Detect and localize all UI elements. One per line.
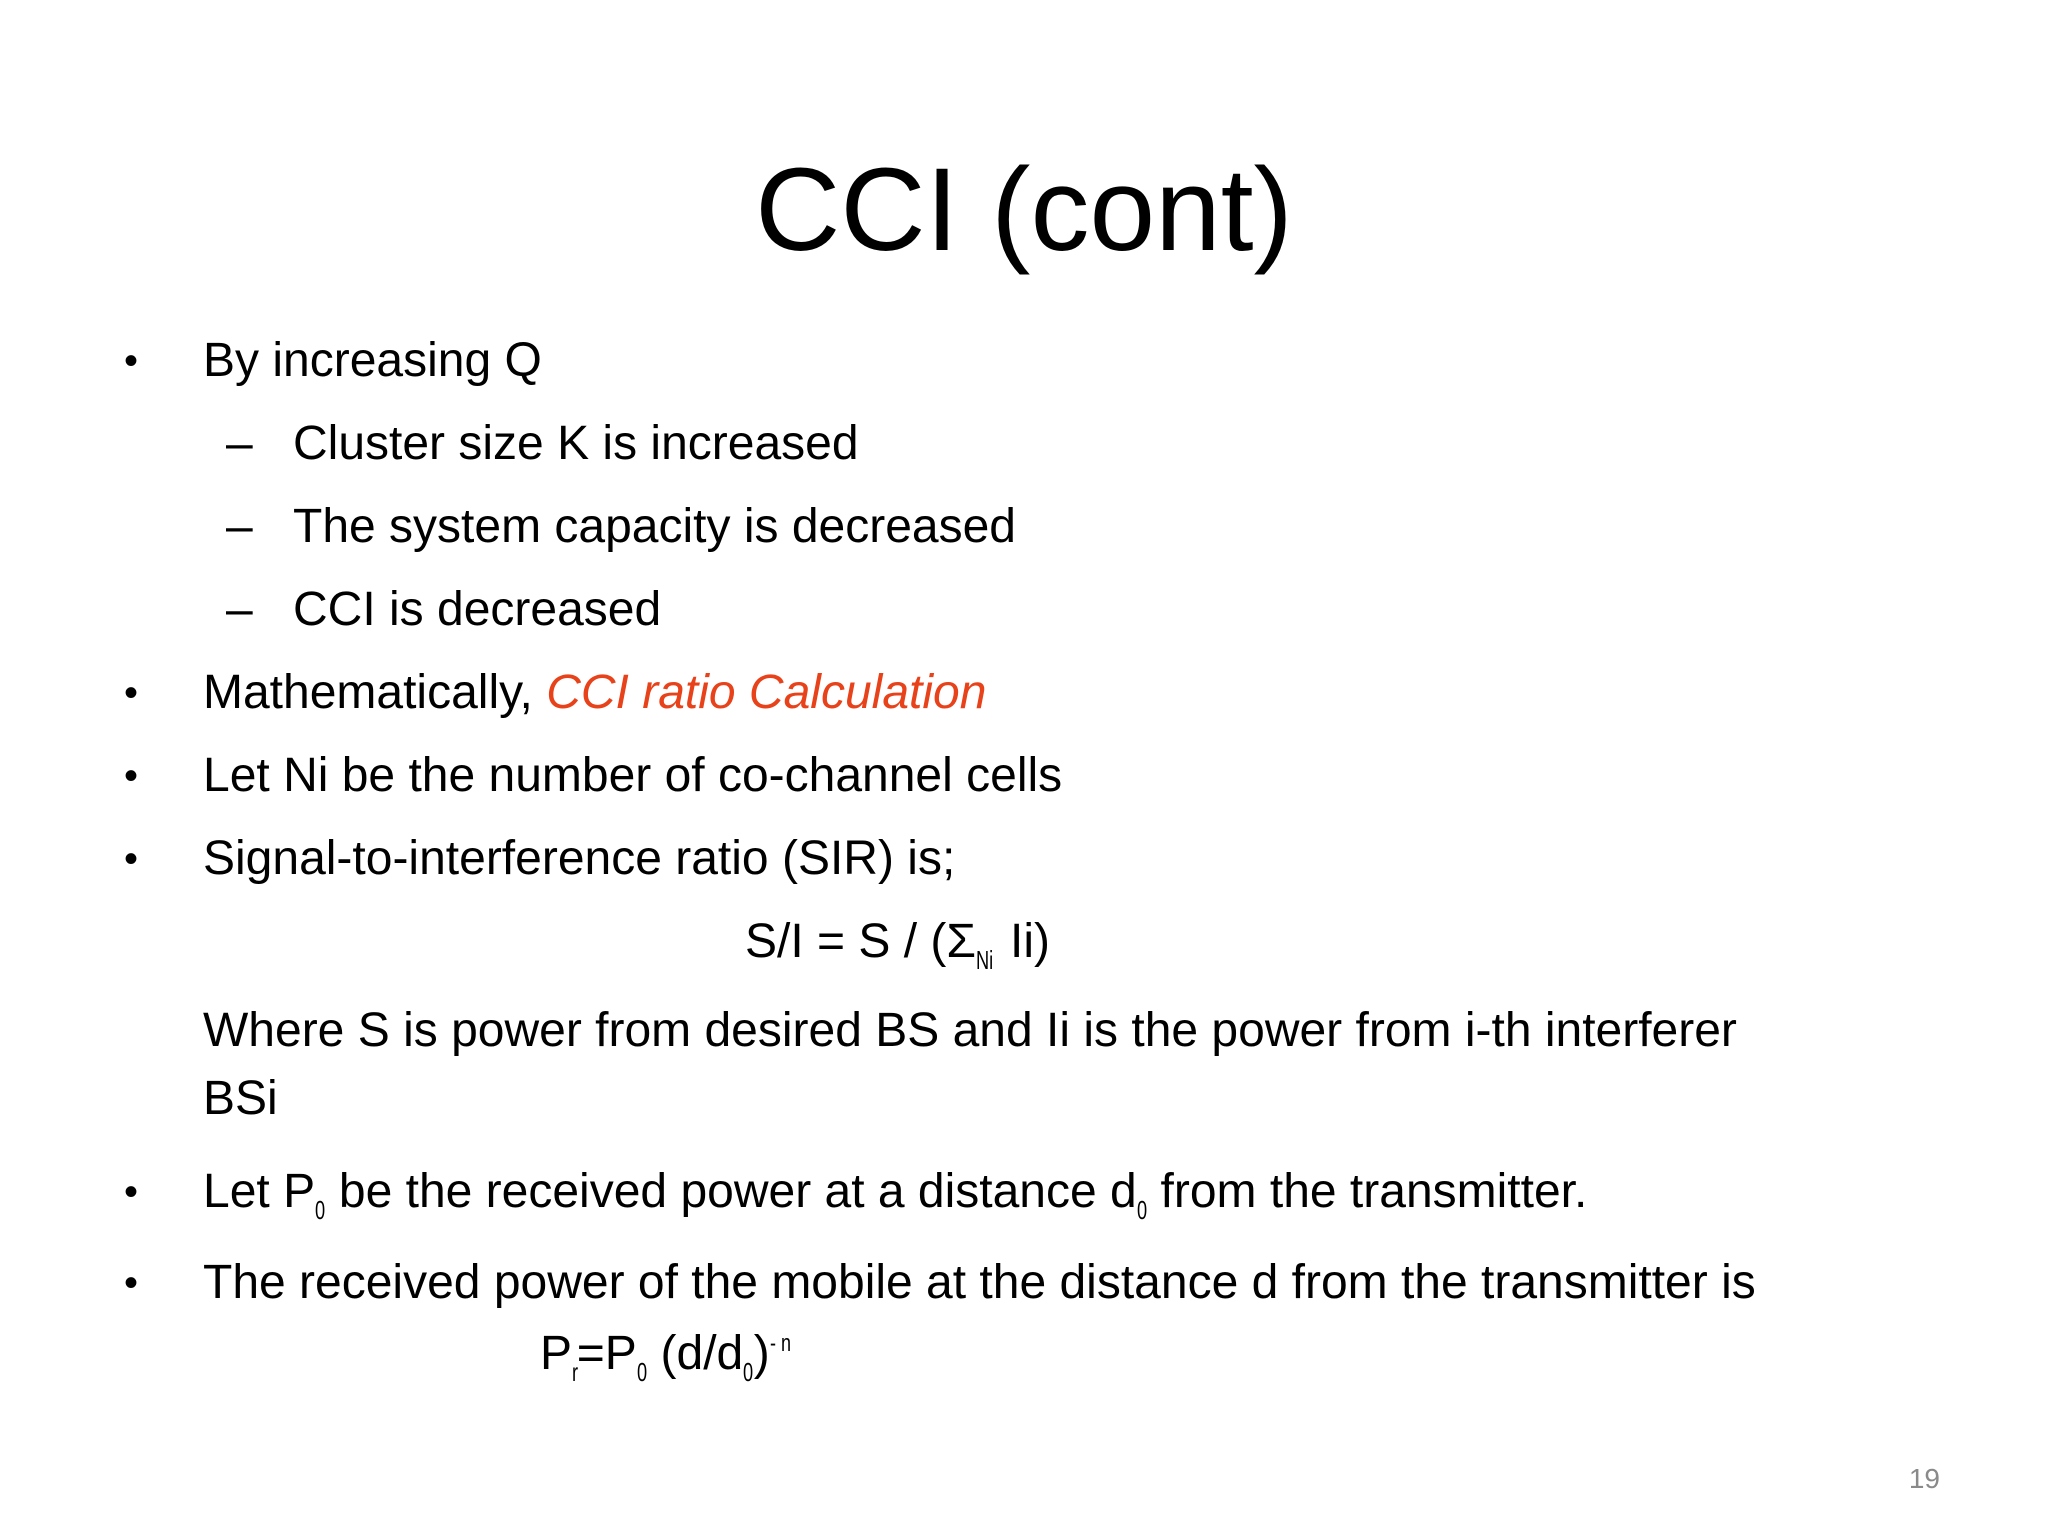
dash-marker: – (226, 500, 253, 553)
formula-sir-right: Ii) (996, 915, 1050, 968)
b5-sub1: 0 (315, 1195, 326, 1225)
formula-pr-sub-0a: 0 (636, 1357, 647, 1387)
formula-pr-sub-r: r (572, 1357, 579, 1387)
formula-pr-mid: (d/d (647, 1327, 744, 1380)
bullet-marker: • (124, 1261, 139, 1305)
bullet-sir: Signal-to-interference ratio (SIR) is; (203, 832, 956, 885)
bullet-marker: • (124, 1170, 139, 1214)
bullet-received-power: The received power of the mobile at the distance d from the transmitter is (203, 1256, 1756, 1309)
sub-bullet-system-capacity: The system capacity is decreased (293, 500, 1016, 553)
formula-sir (745, 914, 1050, 976)
formula-pr-p: P (540, 1327, 573, 1380)
b5-part1: Let P (203, 1165, 316, 1218)
where-text-line1: Where S is power from desired BS and Ii is the power from i-th interferer (203, 1004, 1737, 1057)
bullet-marker: • (124, 754, 139, 798)
b5-sub2: 0 (1136, 1195, 1147, 1225)
dash-marker: – (226, 583, 253, 636)
bullet-marker: • (124, 671, 139, 715)
b5-part2: be the received power at a distance d (325, 1165, 1137, 1218)
slide-title: CCI (cont) (755, 144, 1293, 276)
formula-sir-left: S/I = S / (Σ (745, 915, 977, 968)
formula-pr (540, 1326, 798, 1390)
mathematically-text: Mathematically, (203, 666, 547, 719)
sub-bullet-cci-decreased: CCI is decreased (293, 583, 662, 636)
bullet-let-ni: Let Ni be the number of co-channel cells (203, 749, 1063, 802)
bullet-marker: • (124, 339, 139, 383)
dash-marker: – (226, 417, 253, 470)
formula-sir-subscript: Ni (976, 945, 994, 975)
formula-pr-close: ) (753, 1327, 770, 1380)
where-text-line2: BSi (203, 1072, 278, 1125)
bullet-mathematically (203, 665, 986, 721)
sub-bullet-cluster-size: Cluster size K is increased (293, 417, 859, 470)
b5-part3: from the transmitter. (1147, 1165, 1588, 1218)
formula-pr-sub-0b: 0 (743, 1357, 754, 1387)
bullet-by-increasing-q: By increasing Q (203, 334, 542, 387)
cci-ratio-calculation-highlight: CCI ratio Calculation (546, 666, 987, 719)
formula-pr-exponent: - n (769, 1330, 791, 1357)
page-number: 19 (1908, 1463, 1940, 1494)
bullet-let-p0 (203, 1164, 1587, 1226)
bullet-marker: • (124, 837, 139, 881)
formula-pr-eq: =P (576, 1327, 637, 1380)
